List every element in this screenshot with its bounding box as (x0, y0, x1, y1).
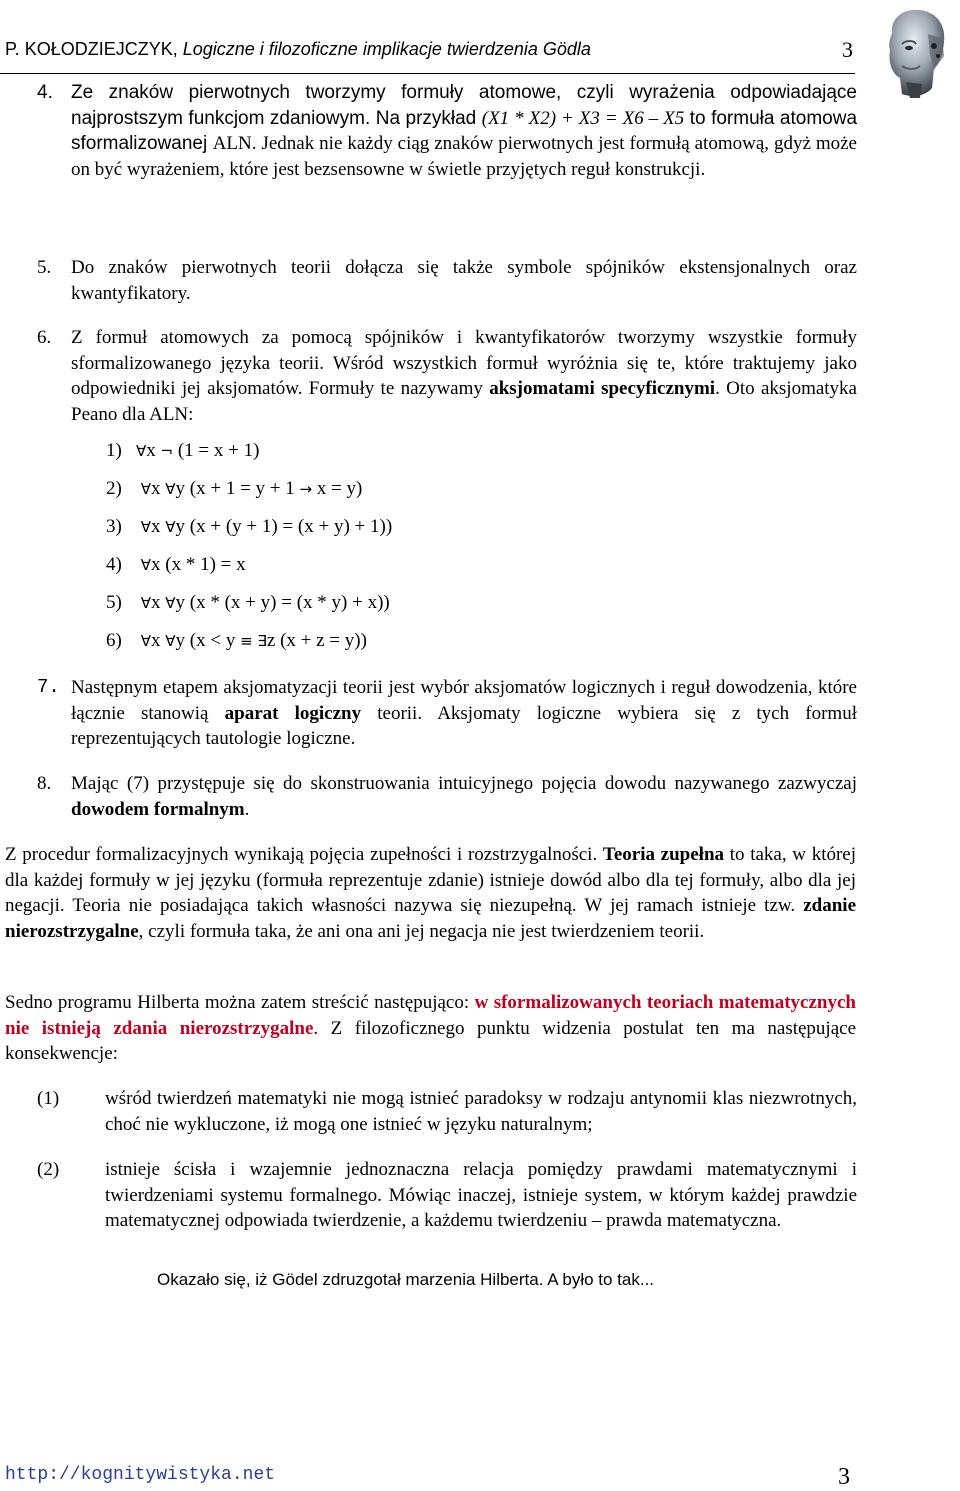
axiom-1 (106, 440, 259, 462)
header-page-number: 3 (842, 37, 853, 62)
page-header (0, 33, 855, 74)
consequence-text: istnieje ścisła i wzajemnie jednoznaczna relacja pomiędzy prawdami matematycznymi i twierdzeniami systemu formalnego. Mówiąc inaczej, istnieje system, w którym każdej prawdzie matematycznej odpowiada twierdzenie, a każdemu twierdzeniu – prawda matematyczna. (105, 1159, 857, 1232)
paragraph-completeness (5, 842, 856, 945)
axiom-text: y (x + 1 = y + 1 (175, 478, 300, 499)
axiom-number: 2) (106, 478, 122, 499)
forall-symbol: ∀ (136, 442, 147, 460)
axiom-text: y (x + (y + 1) = (x + y) + 1)) (175, 516, 393, 537)
paragraph-text: . Z filozoficznego punktu widzenia postulat ten ma następujące konsekwencje: (5, 1017, 856, 1065)
consequence-text: wśród twierdzeń matematyki nie mogą istnieć paradoksy w rodzaju antynomii klas niezwrotnych, choć nie wykluczone, iż mogą one istnieć w języku naturalnym; (105, 1088, 857, 1135)
item-text: ALN. Jednak nie każdy ciąg znaków pierwotnych jest formułą atomową, gdyż może on być wyrażeniem, które jest bezsensowne w świetle przyjętych reguł konstrukcji. (71, 133, 857, 181)
item-number: 4. (37, 82, 53, 103)
axiom-text: x (146, 440, 161, 461)
item-text: teorii. Aksjomaty logiczne wybiera się z tych formuł reprezentujących tautologie logiczne. (71, 702, 857, 750)
consequence-2 (37, 1157, 857, 1234)
paragraph-text: Z procedur formalizacyjnych wynikają pojęcia zupełności i rozstrzygalności. (5, 844, 603, 865)
hilbert-thesis: w sformalizowanych teoriach matematycznych nie istnieją zdania nierozstrzygalne (5, 992, 856, 1039)
forall-symbol: ∀ (165, 594, 176, 612)
list-item-4 (37, 80, 857, 183)
axiom-2 (106, 478, 362, 500)
footer-link[interactable]: http://kognitywistyka.net (5, 1465, 276, 1485)
axiom-text: x (x * 1) = x (151, 554, 246, 575)
term-complete-theory: Teoria zupełna (602, 844, 725, 865)
axiom-number: 5) (106, 592, 122, 613)
axiom-4 (106, 554, 246, 576)
footer-page-number: 3 (838, 1464, 850, 1490)
exists-symbol: ∃ (257, 632, 267, 650)
item-text: to formuła atomowa sformalizowanej (71, 107, 858, 155)
item-text: Ze znaków pierwotnych tworzymy formuły atomowe, czyli wyrażenia odpowiadające najprostszym funkcjom zdaniowym. Na przykład (71, 82, 857, 129)
header-title: Logiczne i filozoficzne implikacje twierdzenia Gödla (182, 39, 591, 59)
header-author: P. KOŁODZIEJCZYK, (5, 39, 183, 59)
axiom-number: 6) (106, 630, 122, 651)
item-text: Z formuł atomowych za pomocą spójników i kwantyfikatorów tworzymy wszystkie formuły sformalizowanego języka teorii. Wśród wszystkich formuł wyróżnia się te, które traktujemy jako odpowiedniki jej aksjomatów. Formuły te nazywamy (71, 327, 857, 400)
item-text: Następnym etapem aksjomatyzacji teorii jest wybór aksjomatów logicznych i reguł dowodzenia, które łącznie stanowią (71, 677, 857, 724)
axiom-text: y (x < y (175, 630, 241, 651)
axiom-text: y (x * (x + y) = (x * y) + x)) (175, 592, 390, 613)
axiom-text: x (151, 516, 166, 537)
item-text: . Oto aksjomatyka Peano dla ALN: (71, 378, 857, 426)
running-title (5, 39, 591, 60)
item-number: 6. (37, 327, 52, 348)
axiom-5 (106, 592, 390, 614)
axiom-text: x (151, 478, 166, 499)
forall-symbol: ∀ (140, 594, 152, 612)
axiom-number: 4) (106, 554, 122, 575)
consequence-number: (1) (37, 1088, 60, 1109)
axiom-text: x (151, 592, 166, 613)
forall-symbol: ∀ (140, 480, 152, 498)
forall-symbol: ∀ (165, 480, 176, 498)
consequence-1 (37, 1086, 857, 1137)
arrow-symbol: → (299, 480, 313, 498)
term-formal-proof: dowodem formalnym (71, 798, 245, 820)
list-item-6 (37, 325, 857, 428)
forall-symbol: ∀ (140, 518, 152, 536)
robot-head-logo (872, 4, 956, 100)
paragraph-hilbert (5, 990, 856, 1067)
paragraph-text: , czyli formuła taka, że ani ona ani jej negacja nie jest twierdzeniem teorii. (138, 921, 705, 943)
equivalence-symbol: ≡ (240, 632, 253, 650)
paragraph-text: Sedno programu Hilberta można zatem streścić następująco: (5, 992, 475, 1013)
axiom-number: 3) (106, 516, 122, 537)
forall-symbol: ∀ (165, 518, 176, 536)
item-text: . (244, 798, 250, 820)
formula: (X1 * X2) + X3 = X6 – X5 (481, 107, 685, 129)
item-number: 5. (37, 257, 52, 278)
item-text: Mając (7) przystępuje się do skonstruowania intuicyjnego pojęcia dowodu nazywanego zazwyczaj (71, 773, 857, 794)
axiom-text: z (x + z = y)) (266, 630, 367, 651)
list-item-7 (37, 675, 857, 752)
list-item-8 (37, 771, 857, 822)
forall-symbol: ∀ (140, 556, 152, 574)
paragraph-text: to taka, w której dla każdej formuły w jej języku (formuła reprezentuje zdanie) istnieje dowód albo dla tej formuły, albo dla jej negacji. Teoria nie posiadająca takich własności nazywa się niezupełną. W jej ramach istnieje tzw. (5, 844, 857, 917)
axiom-text: x (151, 630, 166, 651)
axiom-text: x = y) (312, 478, 363, 499)
axiom-text: (1 = x + 1) (173, 440, 260, 461)
final-note: Okazało się, iż Gödel zdruzgotał marzenia Hilberta. A było to tak... (157, 1270, 655, 1289)
list-item-5 (37, 255, 857, 306)
negation-symbol: ¬ (160, 442, 174, 460)
consequence-number: (2) (37, 1159, 60, 1180)
item-number: 8. (37, 773, 52, 794)
item-number: 7. (37, 676, 60, 698)
forall-symbol: ∀ (165, 632, 176, 650)
axiom-6 (106, 630, 367, 652)
axiom-3 (106, 516, 392, 538)
axiom-number: 1) (106, 440, 122, 461)
item-text: Do znaków pierwotnych teorii dołącza się także symbole spójników ekstensjonalnych oraz kwantyfikatory. (71, 257, 857, 304)
term-logical-apparatus: aparat logiczny (224, 702, 362, 724)
term-specific-axioms: aksjomatami specyficznymi (489, 378, 716, 400)
forall-symbol: ∀ (140, 632, 152, 650)
term-undecidable-sentence: zdanie nierozstrzygalne (5, 895, 856, 943)
